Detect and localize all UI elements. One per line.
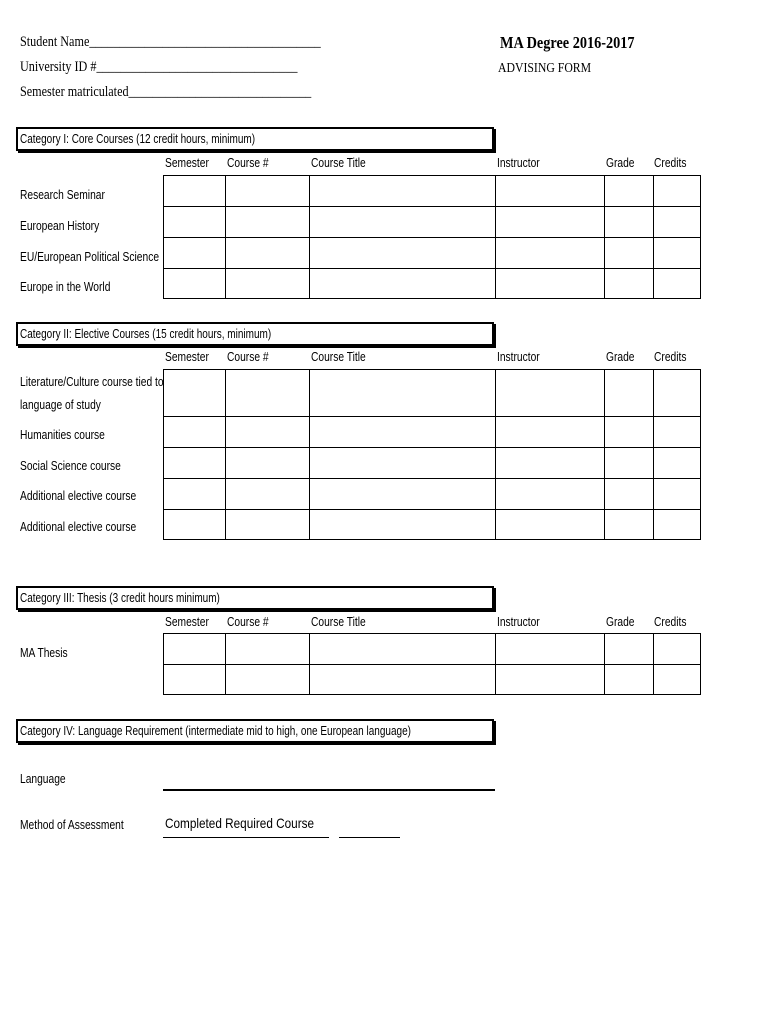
- cell[interactable]: [496, 176, 605, 207]
- row-label: European History: [20, 219, 100, 233]
- row-label: Additional elective course: [20, 489, 137, 503]
- cell[interactable]: [164, 370, 226, 417]
- cell[interactable]: [496, 448, 605, 479]
- cell[interactable]: [226, 448, 310, 479]
- category-3-box: [16, 586, 494, 610]
- cell[interactable]: [164, 207, 226, 238]
- table-row: [164, 238, 701, 269]
- cell[interactable]: [310, 417, 496, 448]
- cell[interactable]: [226, 176, 310, 207]
- row-label: Additional elective course: [20, 520, 137, 534]
- table-row: [164, 479, 701, 510]
- col-course-title: Course Title: [311, 615, 366, 629]
- category-4-box: [16, 719, 494, 743]
- cell[interactable]: [310, 634, 496, 665]
- cell[interactable]: [654, 479, 701, 510]
- cell[interactable]: [654, 176, 701, 207]
- page-title: MA Degree 2016-2017: [500, 33, 635, 52]
- cell[interactable]: [226, 510, 310, 540]
- col-course-number: Course #: [227, 156, 269, 170]
- category-4-label: Category IV: Language Requirement (intermediate mid to high, one European language): [20, 724, 411, 738]
- method-extra-line[interactable]: [339, 837, 400, 838]
- cell[interactable]: [226, 370, 310, 417]
- cell[interactable]: [605, 269, 654, 299]
- category-1-box: [16, 127, 494, 151]
- cell[interactable]: [605, 448, 654, 479]
- col-grade: Grade: [606, 156, 635, 170]
- cell[interactable]: [310, 370, 496, 417]
- cell[interactable]: [496, 238, 605, 269]
- cell[interactable]: [654, 448, 701, 479]
- table-row: [164, 207, 701, 238]
- cell[interactable]: [226, 238, 310, 269]
- cell[interactable]: [654, 238, 701, 269]
- category-2-box: [16, 322, 494, 346]
- col-credits: Credits: [654, 350, 687, 364]
- cell[interactable]: [310, 510, 496, 540]
- category-3-table: [163, 633, 701, 695]
- cell[interactable]: [496, 417, 605, 448]
- row-label: Europe in the World: [20, 280, 111, 294]
- cell[interactable]: [310, 207, 496, 238]
- cell[interactable]: [496, 479, 605, 510]
- cell[interactable]: [164, 417, 226, 448]
- col-instructor: Instructor: [497, 156, 540, 170]
- language-input-line[interactable]: [163, 789, 495, 791]
- table-row: [164, 448, 701, 479]
- row-label: Humanities course: [20, 428, 105, 442]
- cell[interactable]: [605, 510, 654, 540]
- col-instructor: Instructor: [497, 350, 540, 364]
- cell[interactable]: [654, 634, 701, 665]
- row-label: EU/European Political Science: [20, 250, 160, 264]
- cell[interactable]: [164, 448, 226, 479]
- cell[interactable]: [496, 370, 605, 417]
- cell[interactable]: [496, 665, 605, 695]
- cell[interactable]: [310, 665, 496, 695]
- cell[interactable]: [226, 634, 310, 665]
- cell[interactable]: [226, 665, 310, 695]
- col-grade: Grade: [606, 350, 635, 364]
- method-of-assessment-label: Method of Assessment: [20, 818, 124, 832]
- method-input-line[interactable]: [163, 837, 329, 838]
- cell[interactable]: [226, 207, 310, 238]
- student-name-field[interactable]: Student Name______________________________________: [20, 34, 321, 50]
- cell[interactable]: [164, 176, 226, 207]
- page-subtitle: ADVISING FORM: [498, 61, 592, 76]
- method-of-assessment-value[interactable]: Completed Required Course: [165, 815, 315, 831]
- row-label: Social Science course: [20, 459, 121, 473]
- university-id-field[interactable]: University ID #_________________________________: [20, 59, 298, 75]
- col-grade: Grade: [606, 615, 635, 629]
- cell[interactable]: [605, 417, 654, 448]
- col-semester: Semester: [165, 350, 209, 364]
- cell[interactable]: [164, 634, 226, 665]
- cell[interactable]: [164, 238, 226, 269]
- cell[interactable]: [654, 665, 701, 695]
- cell[interactable]: [226, 269, 310, 299]
- col-credits: Credits: [654, 156, 687, 170]
- cell[interactable]: [496, 634, 605, 665]
- cell[interactable]: [496, 269, 605, 299]
- category-1-label: Category I: Core Courses (12 credit hours, minimum): [20, 132, 256, 146]
- category-3-label: Category III: Thesis (3 credit hours minimum): [20, 591, 220, 605]
- cell[interactable]: [310, 269, 496, 299]
- row-label: language of study: [20, 398, 101, 412]
- col-instructor: Instructor: [497, 615, 540, 629]
- col-course-number: Course #: [227, 615, 269, 629]
- table-row: [164, 370, 701, 417]
- row-label: Research Seminar: [20, 188, 105, 202]
- cell[interactable]: [654, 510, 701, 540]
- cell[interactable]: [164, 510, 226, 540]
- cell[interactable]: [654, 370, 701, 417]
- cell[interactable]: [605, 207, 654, 238]
- cell[interactable]: [496, 207, 605, 238]
- row-label: MA Thesis: [20, 646, 68, 660]
- table-row: [164, 417, 701, 448]
- cell[interactable]: [496, 510, 605, 540]
- language-label: Language: [20, 772, 66, 786]
- col-credits: Credits: [654, 615, 687, 629]
- col-course-title: Course Title: [311, 156, 366, 170]
- cell[interactable]: [164, 269, 226, 299]
- cell[interactable]: [310, 479, 496, 510]
- col-course-number: Course #: [227, 350, 269, 364]
- table-row: [164, 634, 701, 665]
- cell[interactable]: [226, 479, 310, 510]
- cell[interactable]: [605, 176, 654, 207]
- cell[interactable]: [605, 370, 654, 417]
- cell[interactable]: [605, 665, 654, 695]
- category-2-label: Category II: Elective Courses (15 credit hours, minimum): [20, 327, 272, 341]
- cell[interactable]: [226, 417, 310, 448]
- cell[interactable]: [605, 479, 654, 510]
- col-semester: Semester: [165, 615, 209, 629]
- table-row: [164, 665, 701, 695]
- cell[interactable]: [164, 479, 226, 510]
- cell[interactable]: [654, 417, 701, 448]
- cell[interactable]: [164, 665, 226, 695]
- cell[interactable]: [310, 448, 496, 479]
- cell[interactable]: [310, 238, 496, 269]
- cell[interactable]: [654, 269, 701, 299]
- table-row: [164, 510, 701, 540]
- cell[interactable]: [310, 176, 496, 207]
- category-2-table: [163, 369, 701, 540]
- row-label: Literature/Culture course tied to: [20, 375, 164, 389]
- cell[interactable]: [605, 238, 654, 269]
- table-row: [164, 176, 701, 207]
- table-row: [164, 269, 701, 299]
- cell[interactable]: [605, 634, 654, 665]
- category-1-table: [163, 175, 701, 299]
- col-semester: Semester: [165, 156, 209, 170]
- cell[interactable]: [654, 207, 701, 238]
- semester-matriculated-field[interactable]: Semester matriculated______________________________: [20, 84, 312, 100]
- col-course-title: Course Title: [311, 350, 366, 364]
